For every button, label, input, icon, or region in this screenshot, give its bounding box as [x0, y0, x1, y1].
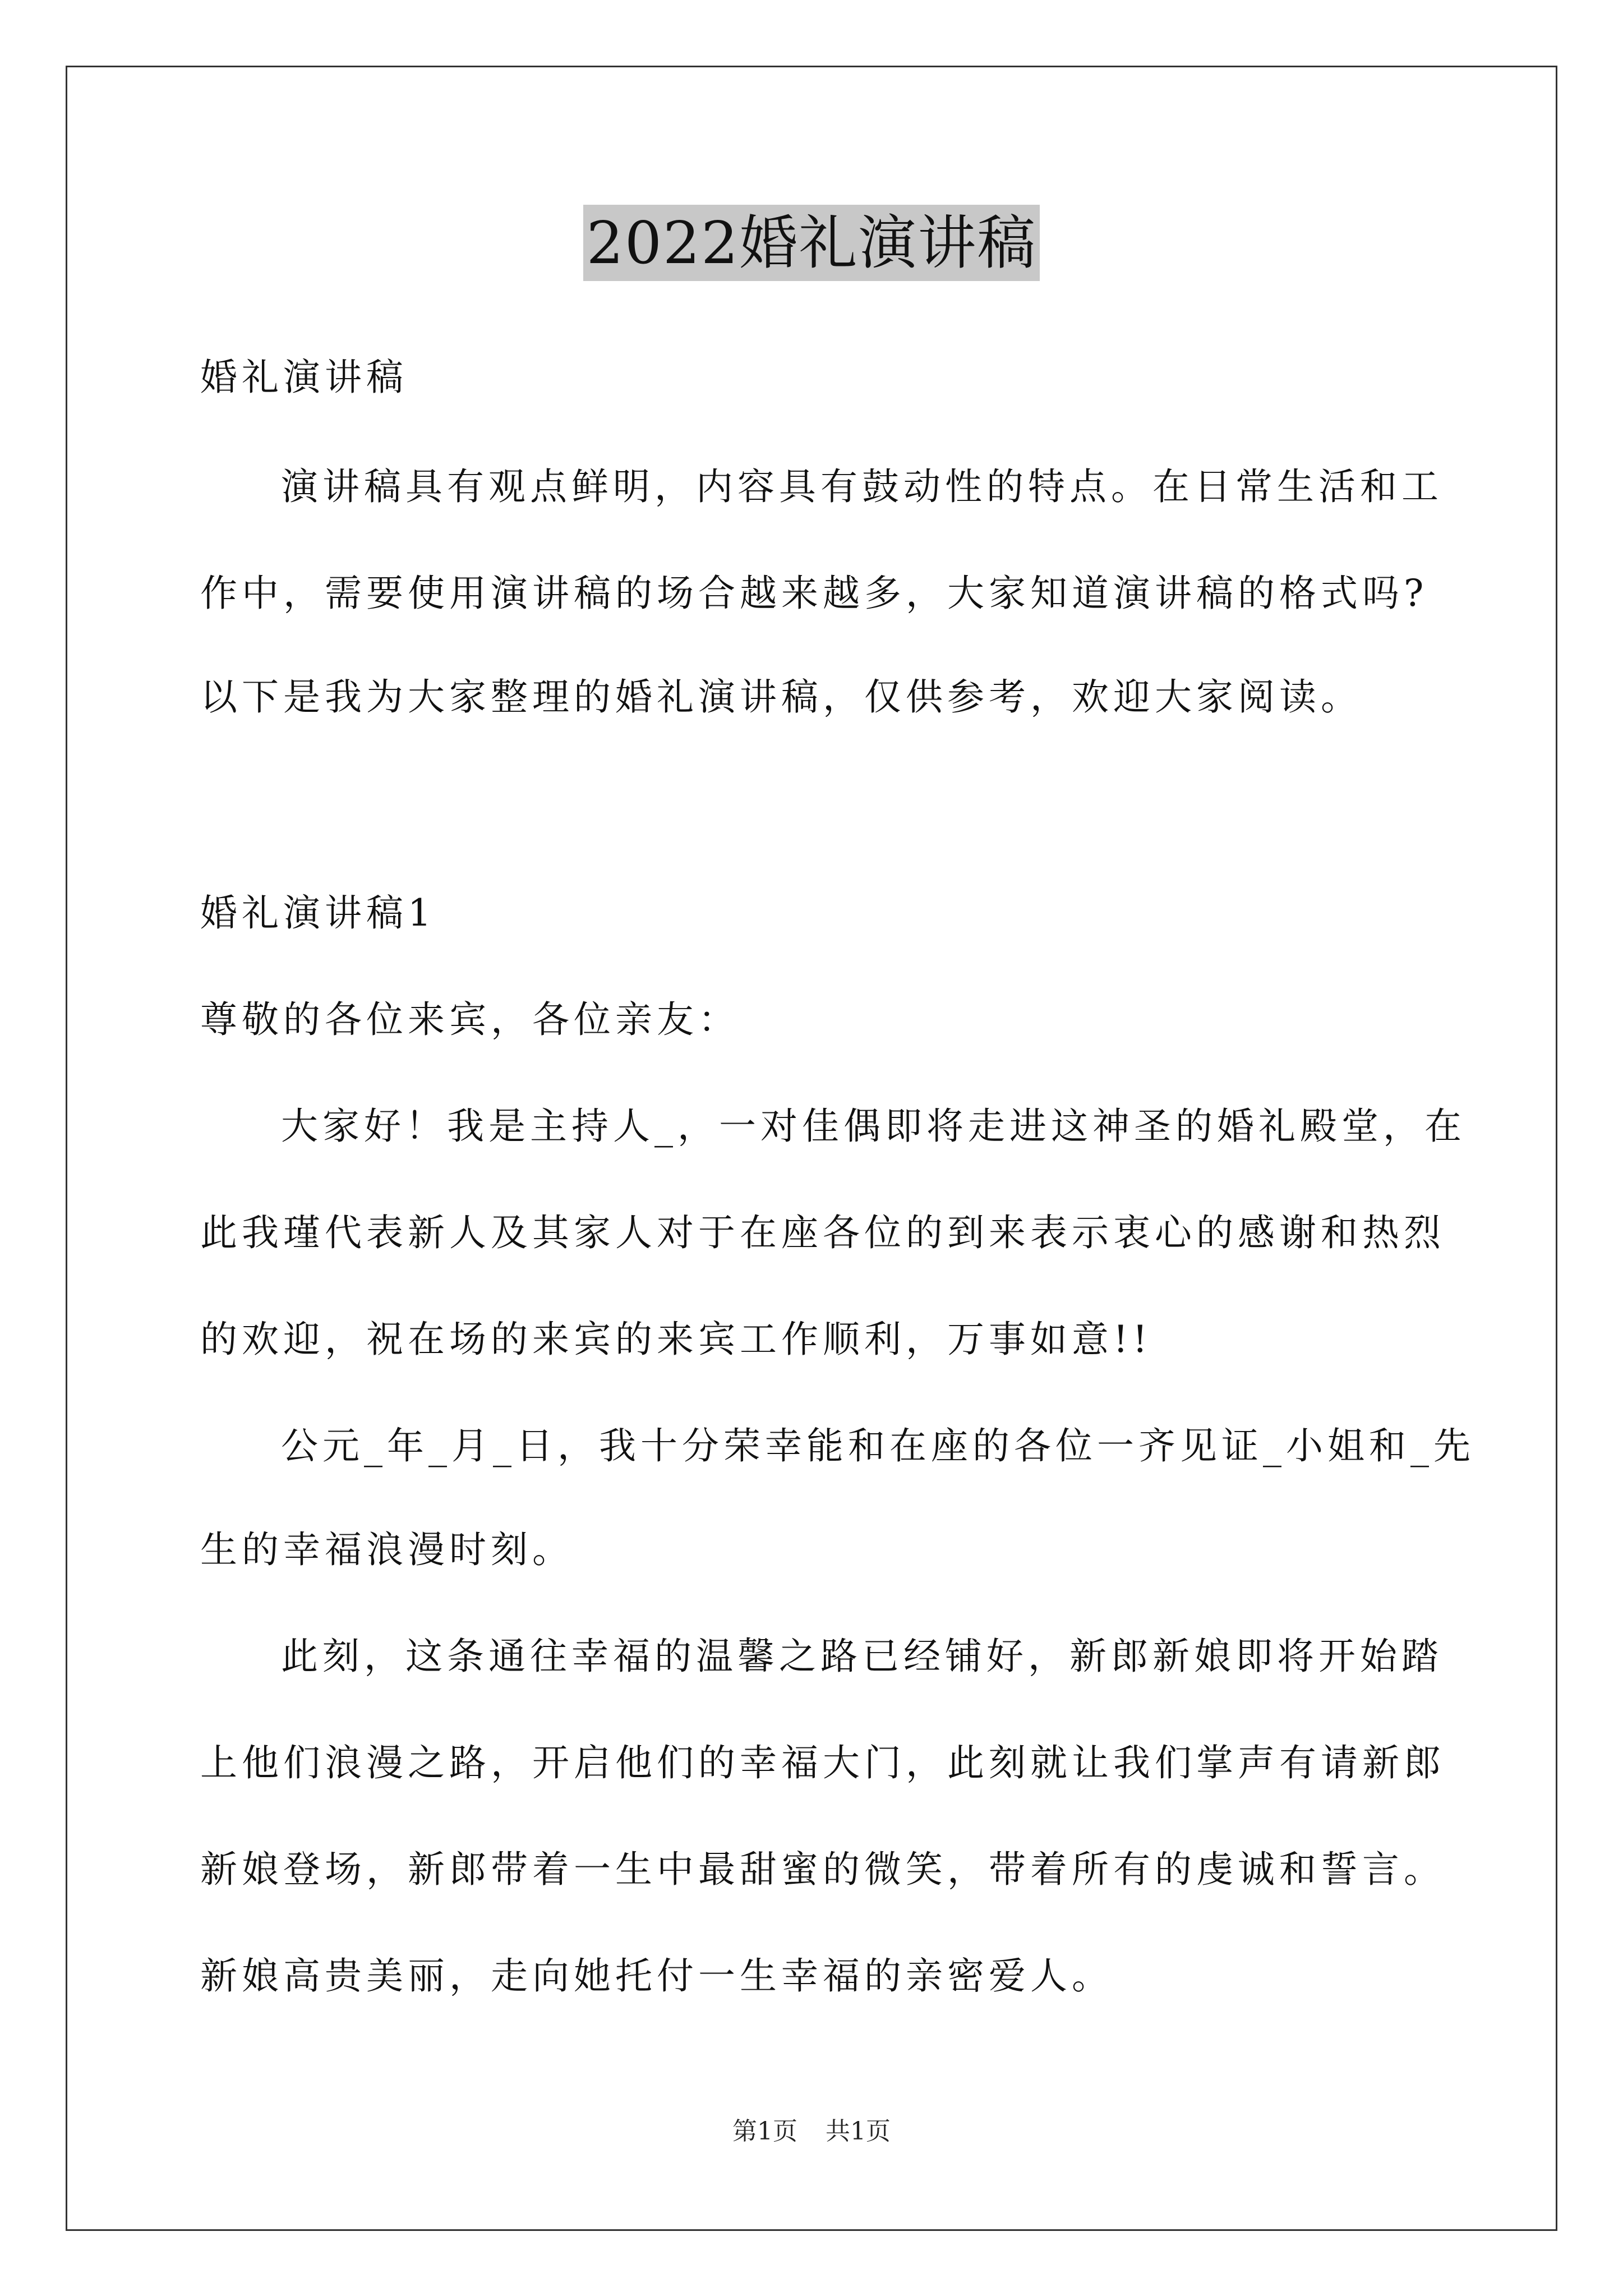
title-container — [0, 205, 1623, 281]
page-number: 第1页 — [732, 2117, 797, 2146]
section-heading: 婚礼演讲稿1 — [200, 891, 436, 935]
paragraph-line: 公元_年_月_日，我十分荣幸能和在座的各位一齐见证_小姐和_先 — [281, 1424, 1475, 1467]
paragraph-line: 的欢迎，祝在场的来宾的来宾工作顺利，万事如意!! — [200, 1318, 1152, 1361]
paragraph-line: 生的幸福浪漫时刻。 — [200, 1528, 574, 1571]
paragraph-line: 作中，需要使用演讲稿的场合越来越多，大家知道演讲稿的格式吗? — [200, 572, 1428, 615]
page-total: 共1页 — [826, 2117, 891, 2146]
paragraph-line: 上他们浪漫之路，开启他们的幸福大门，此刻就让我们掌声有请新郎 — [200, 1741, 1445, 1784]
paragraph-line: 此我瑾代表新人及其家人对于在座各位的到来表示衷心的感谢和热烈 — [200, 1211, 1445, 1254]
paragraph-line: 大家好！我是主持人_，一对佳偶即将走进这神圣的婚礼殿堂，在 — [281, 1105, 1466, 1148]
paragraph-line: 新娘高贵美丽，走向她托付一生幸福的亲密爱人。 — [200, 1954, 1113, 1998]
paragraph-line: 新娘登场，新郎带着一生中最甜蜜的微笑，带着所有的虔诚和誓言。 — [200, 1848, 1445, 1891]
paragraph-line: 演讲稿具有观点鲜明，内容具有鼓动性的特点。在日常生活和工 — [281, 465, 1443, 508]
section-heading: 婚礼演讲稿 — [200, 356, 408, 399]
document-title: 2022婚礼演讲稿 — [583, 205, 1040, 281]
paragraph-line: 此刻，这条通往幸福的温馨之路已经铺好，新郎新娘即将开始踏 — [281, 1635, 1443, 1678]
paragraph-line: 以下是我为大家整理的婚礼演讲稿，仅供参考，欢迎大家阅读。 — [200, 675, 1362, 719]
salutation: 尊敬的各位来宾，各位亲友： — [200, 998, 740, 1041]
page-footer — [0, 2115, 1623, 2148]
